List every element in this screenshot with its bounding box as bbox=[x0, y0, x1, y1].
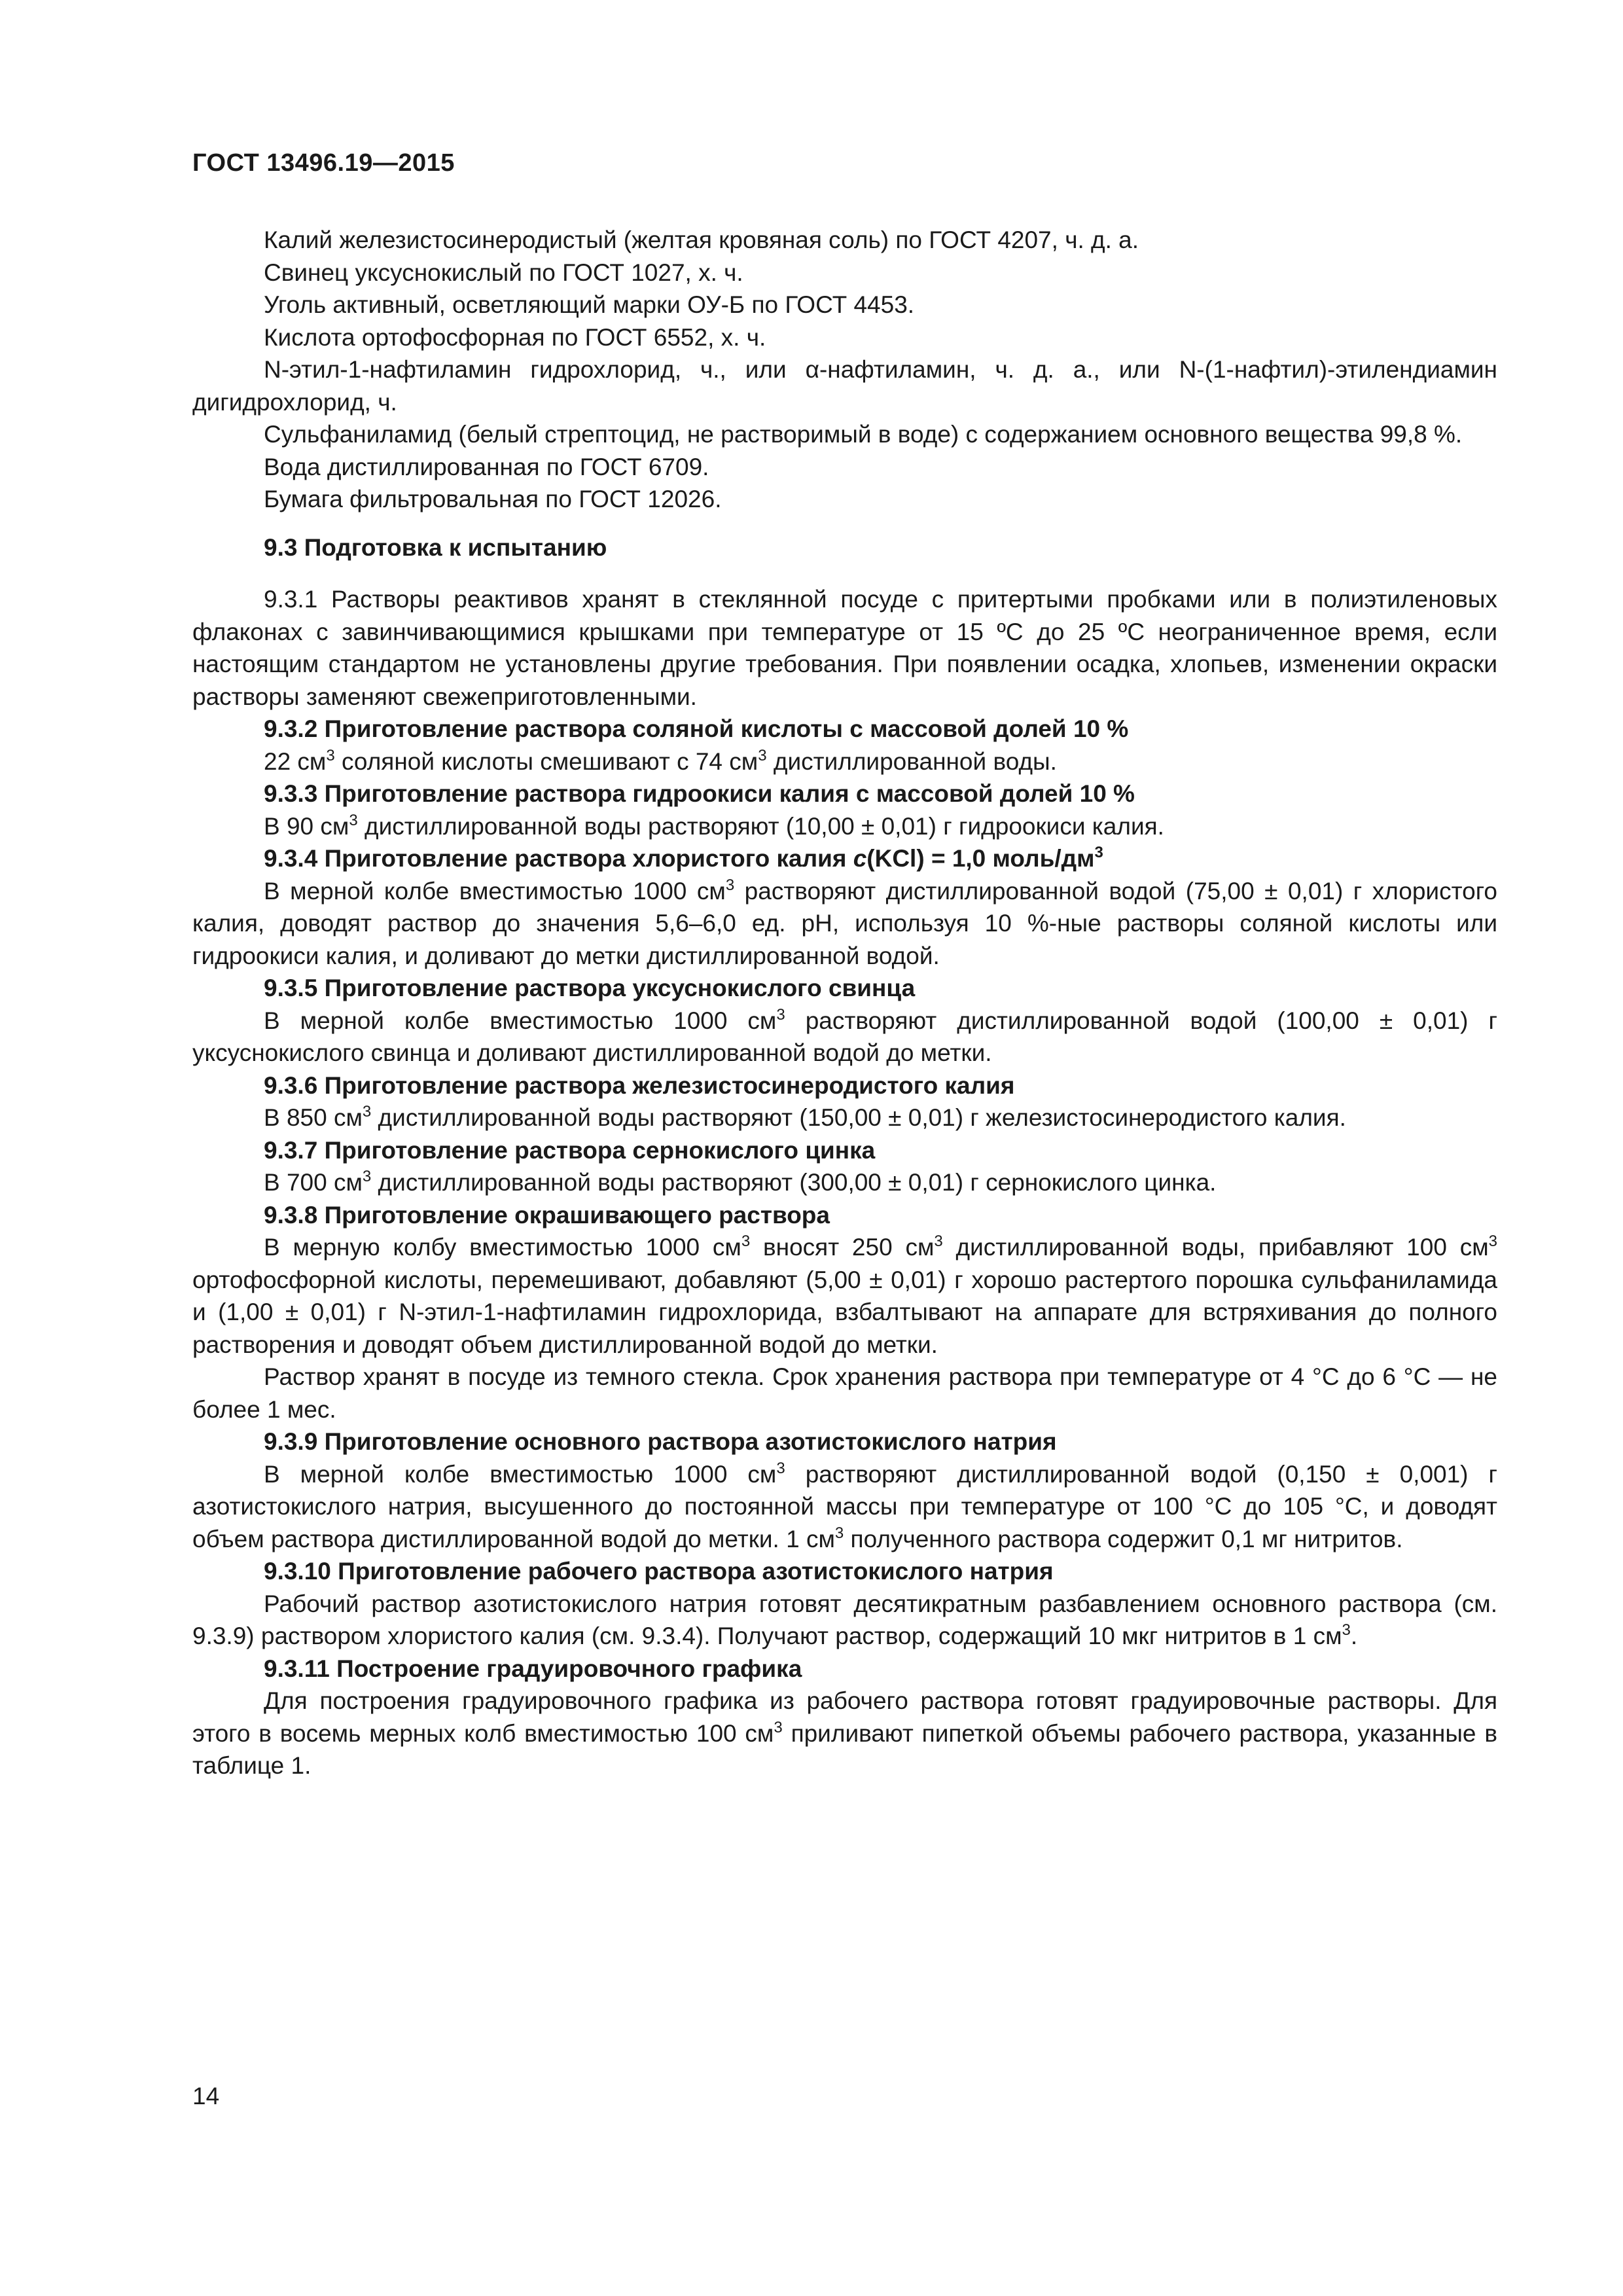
superscript: 3 bbox=[1342, 1621, 1351, 1639]
paragraph-9-3-8-storage: Раствор хранят в посуде из темного стекла. Срок хранения раствора при температуре от 4 °С до 6 °С — не более 1 мес. bbox=[192, 1363, 1497, 1423]
text-run: растворяют дистиллированной водой (0,150 ± 0,001) г азотистокислого натрия, высушенного до постоянной массы при температуре от 100 °С до 105 °С, и доводят объем раствора дистиллированной водой до метки. 1 см bbox=[192, 1460, 1497, 1552]
text-run: . bbox=[1350, 1623, 1358, 1649]
section-heading-9-3: 9.3 Подготовка к испытанию bbox=[264, 533, 607, 561]
text-run: В 700 см bbox=[264, 1169, 363, 1196]
document-header: ГОСТ 13496.19—2015 bbox=[192, 149, 455, 177]
superscript: 3 bbox=[774, 1718, 783, 1736]
text-run: В мерной колбе вместимостью 1000 см bbox=[264, 1460, 777, 1488]
text-run: вносят 250 см bbox=[750, 1234, 935, 1261]
subheading-9-3-4 bbox=[192, 842, 1497, 875]
reagent-item: Уголь активный, осветляющий марки ОУ-Б по ГОСТ 4453. bbox=[264, 291, 915, 318]
superscript: 3 bbox=[362, 1168, 372, 1185]
paragraph-9-3-8 bbox=[192, 1231, 1497, 1361]
superscript: 3 bbox=[725, 876, 735, 894]
paragraph-9-3-5 bbox=[192, 1005, 1497, 1069]
paragraph-9-3-7 bbox=[192, 1166, 1497, 1199]
paragraph-9-3-3 bbox=[192, 810, 1497, 843]
subheading-9-3-10: 9.3.10 Приготовление рабочего раствора азотистокислого натрия bbox=[264, 1558, 1054, 1585]
reagent-item: Кислота ортофосфорная по ГОСТ 6552, х. ч. bbox=[264, 323, 766, 351]
superscript: 3 bbox=[326, 746, 335, 764]
text-run: дистиллированной воды, прибавляют 100 см bbox=[942, 1234, 1489, 1261]
text-run: дистиллированной воды растворяют (150,00 ± 0,01) г железистосинеродистого калия. bbox=[371, 1104, 1346, 1131]
superscript: 3 bbox=[776, 1459, 785, 1477]
reagent-item: Бумага фильтровальная по ГОСТ 12026. bbox=[264, 486, 722, 512]
subheading-9-3-11: 9.3.11 Построение градуировочного графика bbox=[264, 1655, 802, 1682]
superscript: 3 bbox=[934, 1232, 943, 1250]
text-run: соляной кислоты смешивают с 74 см bbox=[334, 747, 758, 775]
superscript: 3 bbox=[741, 1232, 751, 1250]
subheading-9-3-6: 9.3.6 Приготовление раствора железистосинеродистого калия bbox=[264, 1071, 1015, 1099]
reagent-item: N-этил-1-нафтиламин гидрохлорид, ч., или α-нафтиламин, ч. д. а., или N-(1-нафтил)-этилендиамин дигидрохлорид, ч. bbox=[192, 356, 1497, 416]
paragraph-9-3-2 bbox=[192, 745, 1497, 778]
text-run: дистиллированной воды растворяют (10,00 ± 0,01) г гидроокиси калия. bbox=[357, 812, 1164, 840]
paragraph-9-3-9 bbox=[192, 1458, 1497, 1556]
text-run: растворяют дистиллированной водой (100,00 ± 0,01) г уксуснокислого свинца и доливают дистиллированной водой до метки. bbox=[192, 1007, 1497, 1066]
text-run: В мерной колбе вместимостью 1000 см bbox=[264, 877, 726, 905]
text-run: дистиллированной воды. bbox=[766, 747, 1057, 775]
subheading-9-3-3: 9.3.3 Приготовление раствора гидроокиси калия с массовой долей 10 % bbox=[264, 780, 1135, 807]
superscript: 3 bbox=[776, 1005, 785, 1024]
text-run: 9.3.4 Приготовление раствора хлористого калия bbox=[264, 845, 853, 872]
text-run: дистиллированной воды растворяют (300,00 ± 0,01) г сернокислого цинка. bbox=[371, 1169, 1217, 1196]
page-number: 14 bbox=[192, 2083, 220, 2109]
text-run: В мерную колбу вместимостью 1000 см bbox=[264, 1234, 741, 1261]
document-body bbox=[192, 224, 1497, 1782]
text-run: Рабочий раствор азотистокислого натрия готовят десятикратным разбавлением основного раствора (см. 9.3.9) раствором хлористого калия (см. 9.3.4). Получают раствор, содержащий 10 мкг нитритов в 1 см bbox=[192, 1590, 1497, 1649]
italic-symbol: c bbox=[853, 845, 867, 872]
subheading-9-3-8: 9.3.8 Приготовление окрашивающего раствора bbox=[264, 1201, 830, 1229]
text-run: 22 см bbox=[264, 747, 327, 775]
subheading-9-3-2: 9.3.2 Приготовление раствора соляной кислоты с массовой долей 10 % bbox=[264, 715, 1129, 742]
superscript: 3 bbox=[1094, 844, 1103, 861]
paragraph-9-3-10 bbox=[192, 1588, 1497, 1653]
paragraph-9-3-11 bbox=[192, 1685, 1497, 1782]
text-run: Для построения градуировочного графика из рабочего раствора готовят градуировочные растворы. Для этого в восемь мерных колб вместимостью 100 см bbox=[192, 1687, 1497, 1747]
subheading-9-3-5: 9.3.5 Приготовление раствора уксуснокислого свинца bbox=[264, 975, 916, 1001]
paragraph-9-3-1: 9.3.1 Растворы реактивов хранят в стеклянной посуде с притертыми пробками или в полиэтиленовых флаконах с завинчивающимися крышками при температуре от 15 ºС до 25 ºС неограниченное время, если настоящим стандартом не установлены другие требования. При появлении осадка, хлопьев, изменении окраски растворы заменяют свежеприготовленными. bbox=[192, 586, 1497, 710]
text-run: ортофосфорной кислоты, перемешивают, добавляют (5,00 ± 0,01) г хорошо растертого порошка сульфаниламида и (1,00 ± 0,01) г N-этил-1-нафтиламин гидрохлорида, взбалтывают на аппарате для встряхивания до полного растворения и доводят объем дистиллированной водой до метки. bbox=[192, 1266, 1497, 1358]
superscript: 3 bbox=[834, 1524, 844, 1542]
paragraph-9-3-6 bbox=[192, 1102, 1497, 1134]
subheading-9-3-9: 9.3.9 Приготовление основного раствора азотистокислого натрия bbox=[264, 1428, 1057, 1455]
subheading-9-3-7: 9.3.7 Приготовление раствора сернокислого цинка bbox=[264, 1136, 876, 1164]
text-run: В 90 см bbox=[264, 812, 349, 840]
text-run: полученного раствора содержит 0,1 мг нитритов. bbox=[844, 1525, 1403, 1552]
text-run: растворяют дистиллированной водой (75,00 ± 0,01) г хлористого калия, доводят раствор до значения 5,6–6,0 ед. pH, используя 10 %-ные растворы соляной кислоты или гидроокиси калия, и доливают до метки дистиллированной водой. bbox=[192, 877, 1497, 969]
superscript: 3 bbox=[349, 811, 358, 829]
text-run: приливают пипеткой объемы рабочего раствора, указанные в таблице 1. bbox=[192, 1719, 1497, 1779]
reagent-item: Сульфаниламид (белый стрептоцид, не растворимый в воде) с содержанием основного вещества 99,8 %. bbox=[264, 421, 1463, 448]
text-run: (KCl) = 1,0 моль/дм bbox=[866, 845, 1095, 872]
superscript: 3 bbox=[1488, 1232, 1498, 1250]
superscript: 3 bbox=[758, 746, 767, 764]
reagent-item: Калий железистосинеродистый (желтая кровяная соль) по ГОСТ 4207, ч. д. а. bbox=[264, 226, 1139, 253]
paragraph-9-3-4 bbox=[192, 875, 1497, 973]
reagent-item: Вода дистиллированная по ГОСТ 6709. bbox=[264, 453, 709, 480]
reagent-item: Свинец уксуснокислый по ГОСТ 1027, х. ч. bbox=[264, 259, 743, 286]
text-run: В 850 см bbox=[264, 1104, 363, 1131]
text-run: В мерной колбе вместимостью 1000 см bbox=[264, 1007, 777, 1034]
superscript: 3 bbox=[362, 1103, 372, 1121]
